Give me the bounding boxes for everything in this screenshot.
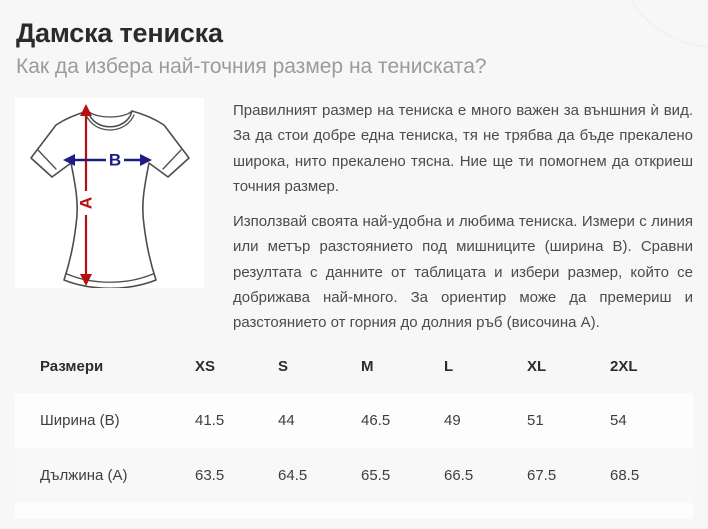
table-row-length <box>15 448 693 503</box>
page-header <box>0 0 708 80</box>
arrow-up-icon <box>80 104 92 116</box>
width-label-b: B <box>108 150 122 170</box>
width-value-xs: 41.5 <box>195 411 225 429</box>
height-label-a: A <box>76 196 96 210</box>
page-title: Дамска тениска <box>16 18 223 48</box>
size-table-header-row <box>15 341 693 393</box>
width-value-l: 49 <box>444 411 461 429</box>
column-header-xl: XL <box>527 358 547 376</box>
column-header-xs: XS <box>195 358 216 376</box>
length-value-l: 66.5 <box>444 466 474 484</box>
column-header-2xl: 2XL <box>610 358 638 376</box>
length-value-xs: 63.5 <box>195 466 225 484</box>
length-value-m: 65.5 <box>361 466 391 484</box>
tshirt-outline <box>31 111 189 288</box>
width-value-2xl: 54 <box>610 411 627 429</box>
column-header-s: S <box>278 358 289 376</box>
size-table <box>15 341 693 519</box>
intro-paragraph-1: Правилният размер на тениска е много важен за външния ѝ вид. За да стои добре една тениска, тя не трябва да бъде прекалено широка, нито прекалено тясна. Ние ще ти помогнем да откриеш точния размер. <box>233 102 693 195</box>
column-header-m: M <box>361 358 374 376</box>
column-header-sizes: Размери <box>40 358 104 376</box>
page-subtitle: Как да избера най-точния размер на тениската? <box>16 55 487 78</box>
tshirt-measurement-figure <box>15 98 204 288</box>
intro-text <box>233 98 693 336</box>
row-label-length: Дължина (A) <box>40 466 128 484</box>
size-table-body <box>15 393 693 519</box>
length-value-xl: 67.5 <box>527 466 557 484</box>
row-label-width: Ширина (B) <box>40 411 120 429</box>
table-row-width <box>15 393 693 448</box>
length-value-s: 64.5 <box>278 466 308 484</box>
size-guide-content <box>0 98 708 336</box>
column-header-l: L <box>444 358 454 376</box>
intro-paragraph-2: Използвай своята най-удобна и любима тениска. Измери с линия или метър разстоянието под мишниците (ширина B). Сравни резултата с данните от таблицата и избери размер, който се добрижава най-много. За ориентир може да премериш и разстоянието от горния до долния ръб (височина A). <box>233 213 693 332</box>
width-value-s: 44 <box>278 411 295 429</box>
tshirt-diagram-svg <box>15 98 204 288</box>
length-value-2xl: 68.5 <box>610 466 640 484</box>
width-value-m: 46.5 <box>361 411 391 429</box>
width-value-xl: 51 <box>527 411 544 429</box>
